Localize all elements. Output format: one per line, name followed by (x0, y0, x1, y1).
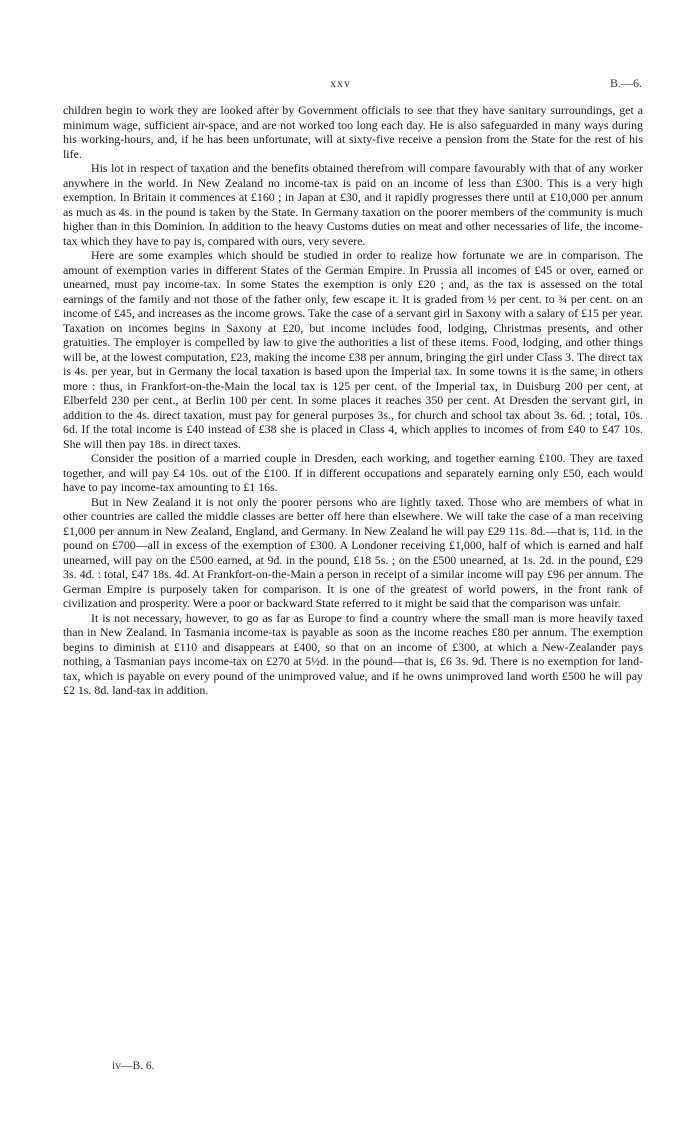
paragraph: children begin to work they are looked after by Government officials to see that they have sanitary surroundings, get a minimum wage, sufficient air-space, and are not worked too long each day. He is also safeguarded in many ways during his working-hours, and, if he has been unfortunate, will at sixty-five receive a pension from the State for the rest of his life. (63, 103, 643, 161)
document-reference: B.—6. (609, 76, 642, 90)
paragraph: But in New Zealand it is not only the poorer persons who are lightly taxed. Those who are members of what in other countries are called the middle classes are better off here than elsewhere. We will take the case of a man receiving £1,000 per annum in New Zealand, England, and Germany. In New Zealand he will pay £29 11s. 8d.—that is, 11d. in the pound on £700—all in excess of the exemption of £300. A Londoner receiving £1,000, half of which is earned and half unearned, will pay on the £500 earned, at 9d. in the pound, £18 5s. ; on the £500 unearned, at 1s. 2d. in the pound, £29 3s. 4d. : total, £47 18s. 4d. At Frankfort-on-the-Main a person in receipt of a similar income will pay £96 per annum. The German Empire is purposely taken for comparison. It is one of the greatest of world powers, in the front rank of civilization and prosperity. Were a poor or backward State referred to it might be said that the comparison was unfair. (63, 494, 643, 610)
page-number: xxv (330, 76, 351, 90)
paragraph: His lot in respect of taxation and the benefits obtained therefrom will compare favourably with that of any worker anywhere in the world. In New Zealand no income-tax is paid on an income of less than £300. This is a very high exemption. In Britain it commences at £160 ; in Japan at £30, and it rapidly progresses there until at £10,000 per annum as much as 4s. in the pound is taken by the State. In Germany taxation on the poorer members of the community is much higher than in this Dominion. In addition to the heavy Customs duties on meat and other necessaries of life, the income-tax which they have to pay is, compared with ours, very severe. (63, 161, 643, 248)
signature-mark: iv—B. 6. (112, 1060, 155, 1072)
paragraph: Consider the position of a married couple in Dresden, each working, and together earning £100. They are taxed together, and will pay £4 10s. out of the £100. If in different occupations and separately earning only £50, each would have to pay income-tax amounting to £1 16s. (63, 451, 643, 494)
body-text (63, 103, 643, 698)
paragraph: It is not necessary, however, to go as far as Europe to find a country where the small man is more heavily taxed than in New Zealand. In Tasmania income-tax is payable as soon as the income reaches £80 per annum. The exemption begins to diminish at £110 and disappears at £400, so that on an income of £300, at which a New-Zealander pays nothing, a Tasmanian pays income-tax on £270 at 5½d. in the pound—that is, £6 3s. 9d. There is no exemption for land-tax, which is payable on every pound of the unimproved value, and if he owns unimproved land worth £500 he will pay £2 1s. 8d. land-tax in addition. (63, 610, 643, 697)
page-header (0, 76, 700, 96)
paragraph: Here are some examples which should be studied in order to realize how fortunate we are in comparison. The amount of exemption varies in different States of the German Empire. In Prussia all incomes of £45 or over, earned or unearned, must pay income-tax. In some States the exemption is only £20 ; and, as the tax is assessed on the total earnings of the family and not those of the father only, few escape it. It is graded from ½ per cent. to ¾ per cent. on an income of £45, and increases as the income grows. Take the case of a servant girl in Saxony with a salary of £15 per year. Taxation on incomes begins in Saxony at £20, but income includes food, lodging, Christmas presents, and other gratuities. The employer is compelled by law to give the authorities a list of these items. Food, lodging, and other things will be, at the lowest computation, £23, making the income £38 per annum, bringing the girl under Class 3. The direct tax is 4s. per year, but in Germany the local taxation is based upon the Imperial tax. In some towns it is the same, in others more : thus, in Frankfort-on-the-Main the local tax is 125 per cent. of the Imperial tax, in Duisburg 200 per cent, at Elberfeld 230 per cent., at Berlin 100 per cent. In some places it reaches 350 per cent. At Dresden the servant girl, in addition to the 4s. direct taxation, must pay for general purposes 3s., for church and school tax about 3s. 6d. ; total, 10s. 6d. If the total income is £40 instead of £38 she is placed in Class 4, which applies to incomes of from £40 to £47 10s. She will then pay 18s. in direct taxes. (63, 248, 643, 451)
